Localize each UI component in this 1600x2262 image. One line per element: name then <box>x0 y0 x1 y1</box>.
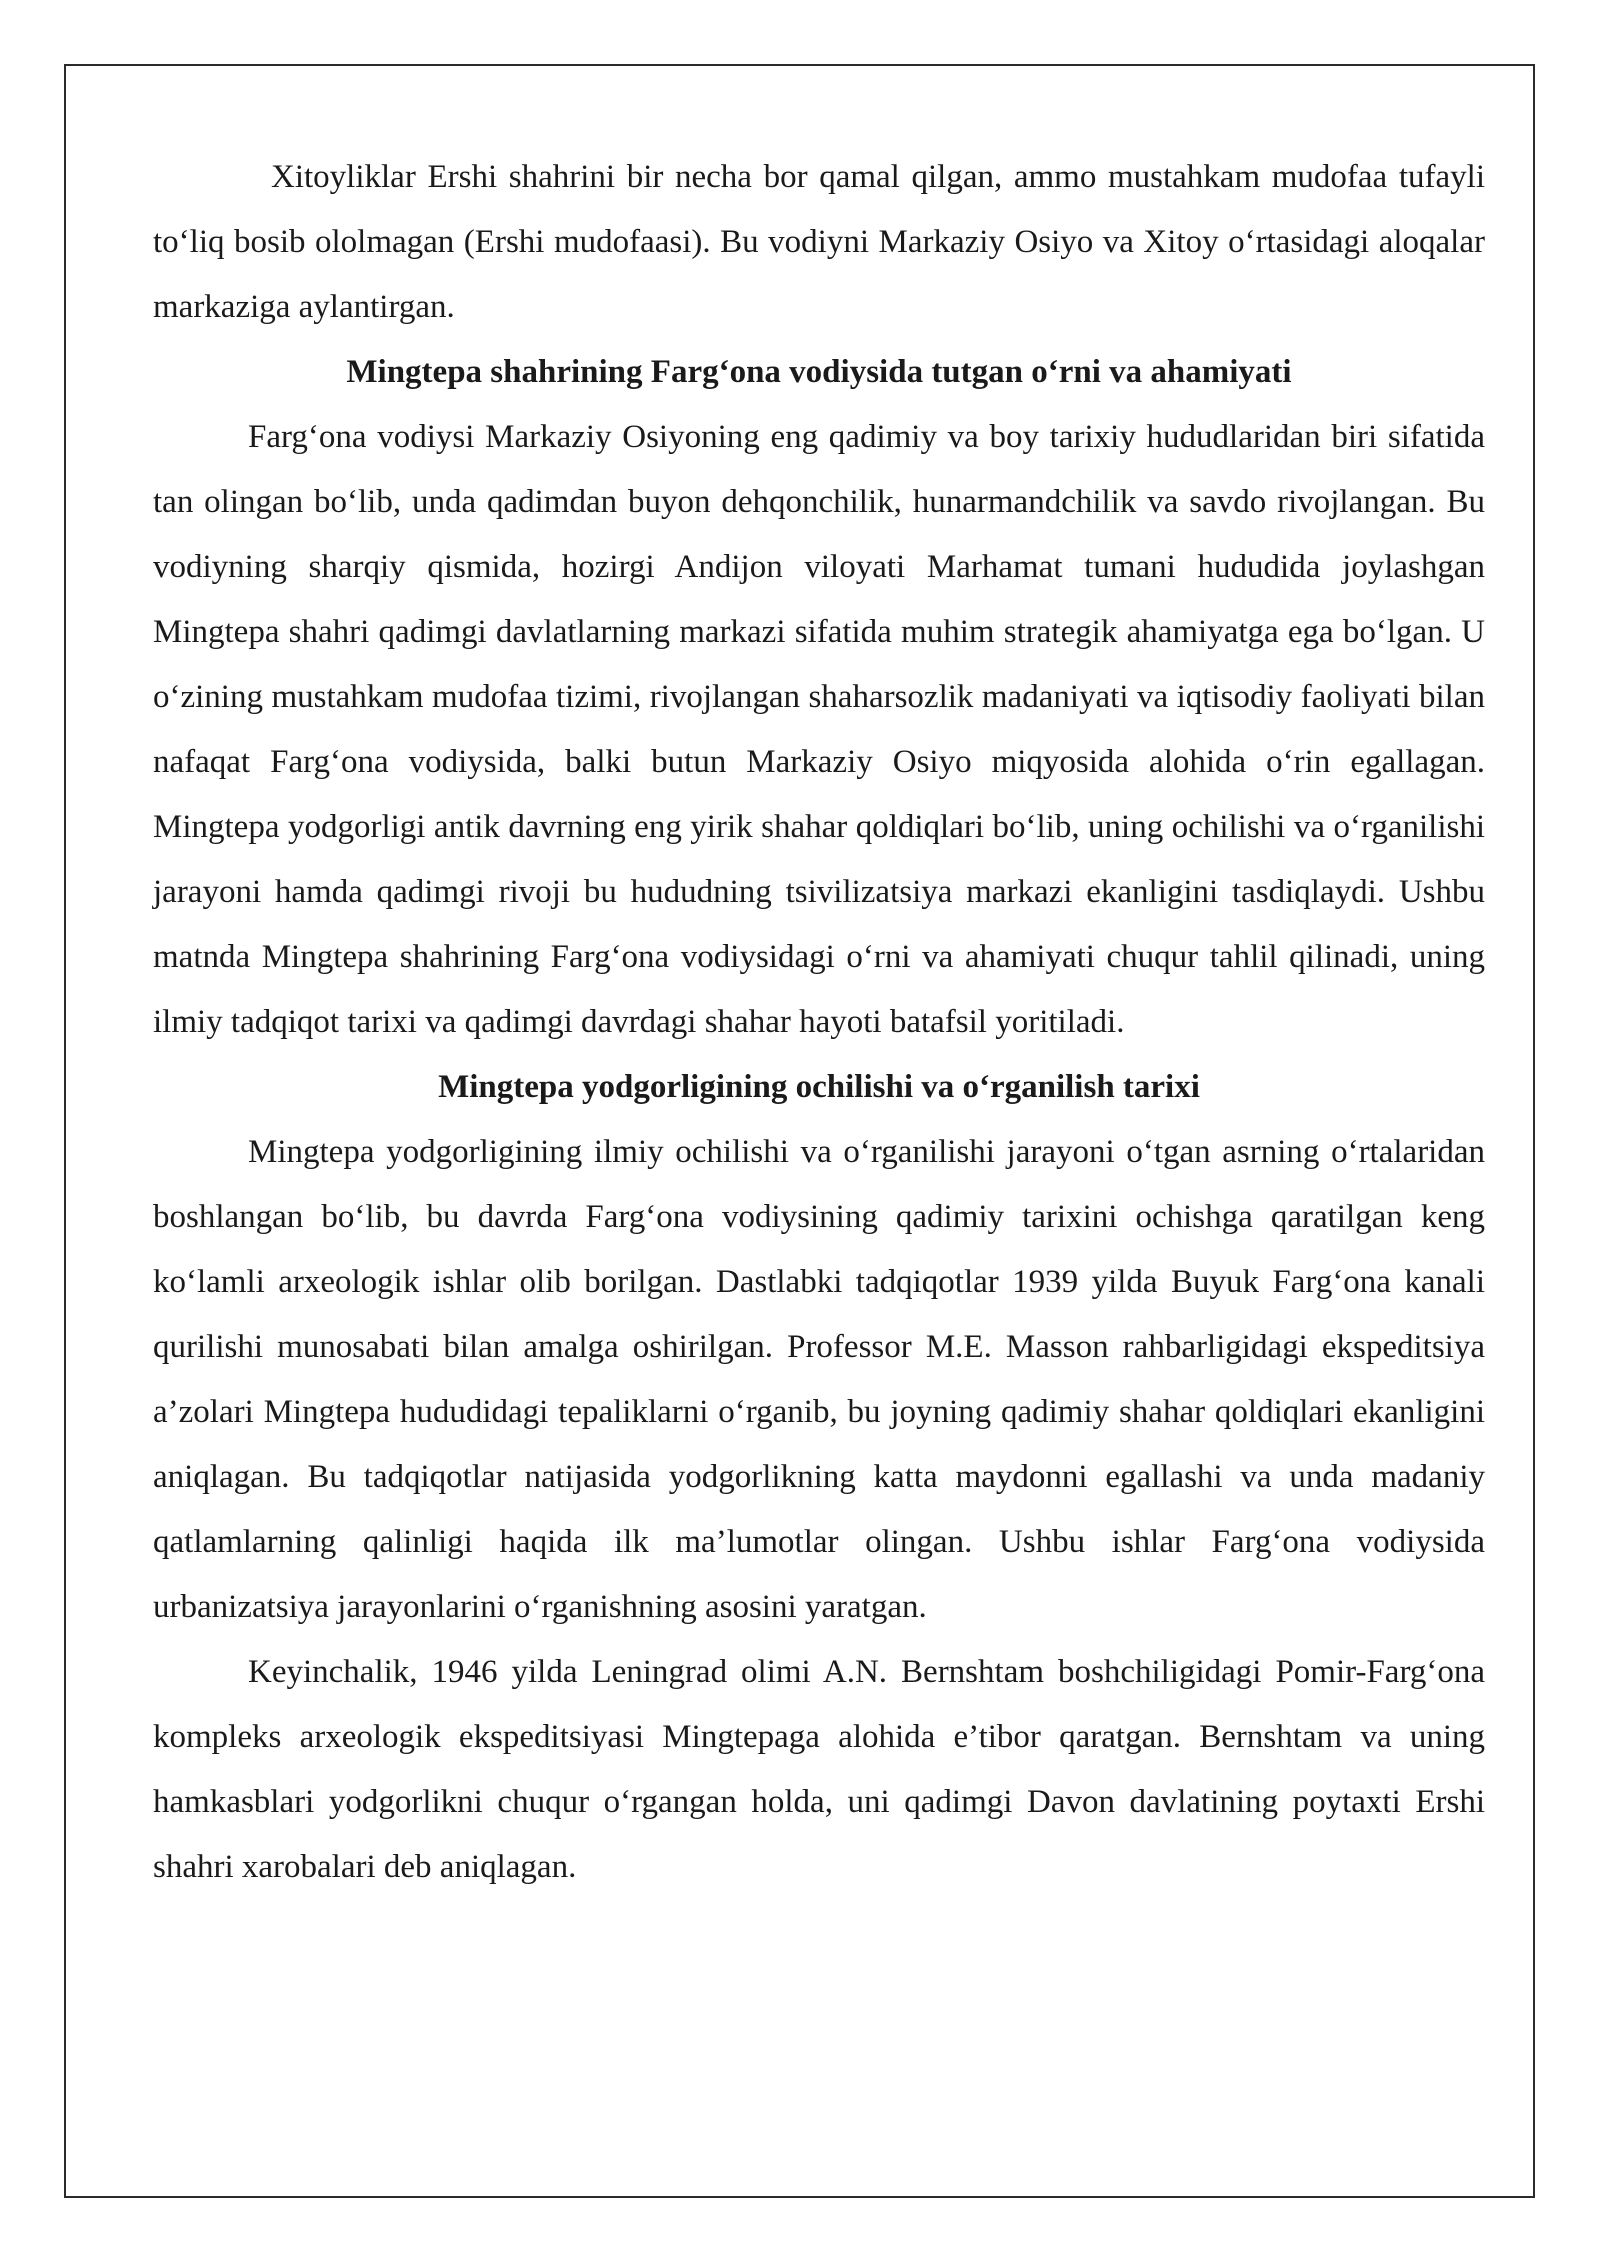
paragraph-ershi-siege: Xitoyliklar Ershi shahrini bir necha bor qamal qilgan, ammo mustahkam mudofaa tufayli to‘liq bosib ololmagan (Ershi mudofaasi). Bu vodiyni Markaziy Osiyo va Xitoy o‘rtasidagi aloqalar markaziga aylantirgan. <box>153 159 1485 325</box>
paragraph-fergana-valley: Farg‘ona vodiysi Markaziy Osiyoning eng qadimiy va boy tarixiy hududlaridan biri sifatida tan olingan bo‘lib, unda qadimdan buyon dehqonchilik, hunarmandchilik va savdo rivojlangan. Bu vodiyning sharqiy qismida, hozirgi Andijon viloyati Marhamat tumani hududida joylashgan Mingtepa shahri qadimgi davlatlarning markazi sifatida muhim strategik ahamiyatga ega bo‘lgan. U o‘zining mustahkam mudofaa tizimi, rivojlangan shaharsozlik madaniyati va iqtisodiy faoliyati bilan nafaqat Farg‘ona vodiysida, balki butun Markaziy Osiyo miqyosida alohida o‘rin egallagan. Mingtepa yodgorligi antik davrning eng yirik shahar qoldiqlari bo‘lib, uning ochilishi va o‘rganilishi jarayoni hamda qadimgi rivoji bu hududning tsivilizatsiya markazi ekanligini tasdiqlaydi. Ushbu matnda Mingtepa shahrining Farg‘ona vodiysidagi o‘rni va ahamiyati chuqur tahlil qilinadi, uning ilmiy tadqiqot tarixi va qadimgi davrdagi shahar hayoti batafsil yoritiladi. <box>153 419 1485 1040</box>
document-body <box>153 145 1485 1900</box>
section-heading-discovery-history: Mingtepa yodgorligining ochilishi va o‘rganilish tarixi <box>438 1069 1200 1105</box>
paragraph-bernshtam-expedition: Keyinchalik, 1946 yilda Leningrad olimi A.N. Bernshtam boshchiligidagi Pomir-Farg‘ona kompleks arxeologik ekspeditsiyasi Mingtepaga alohida e’tibor qaratgan. Bernshtam va uning hamkasblari yodgorlikni chuqur o‘rgangan holda, uni qadimgi Davon davlatining poytaxti Ershi shahri xarobalari deb aniqlagan. <box>153 1654 1485 1885</box>
paragraph-first-research: Mingtepa yodgorligining ilmiy ochilishi va o‘rganilishi jarayoni o‘tgan asrning o‘rtalaridan boshlangan bo‘lib, bu davrda Farg‘ona vodiysining qadimiy tarixini ochishga qaratilgan keng ko‘lamli arxeologik ishlar olib borilgan. Dastlabki tadqiqotlar 1939 yilda Buyuk Farg‘ona kanali qurilishi munosabati bilan amalga oshirilgan. Professor M.E. Masson rahbarligidagi ekspeditsiya a’zolari Mingtepa hududidagi tepaliklarni o‘rganib, bu joyning qadimiy shahar qoldiqlari ekanligini aniqlagan. Bu tadqiqotlar natijasida yodgorlikning katta maydonni egallashi va unda madaniy qatlamlarning qalinligi haqida ilk ma’lumotlar olingan. Ushbu ishlar Farg‘ona vodiysida urbanizatsiya jarayonlarini o‘rganishning asosini yaratgan. <box>153 1134 1485 1625</box>
section-heading-mingtepa-role: Mingtepa shahrining Farg‘ona vodiysida tutgan o‘rni va ahamiyati <box>346 354 1292 390</box>
